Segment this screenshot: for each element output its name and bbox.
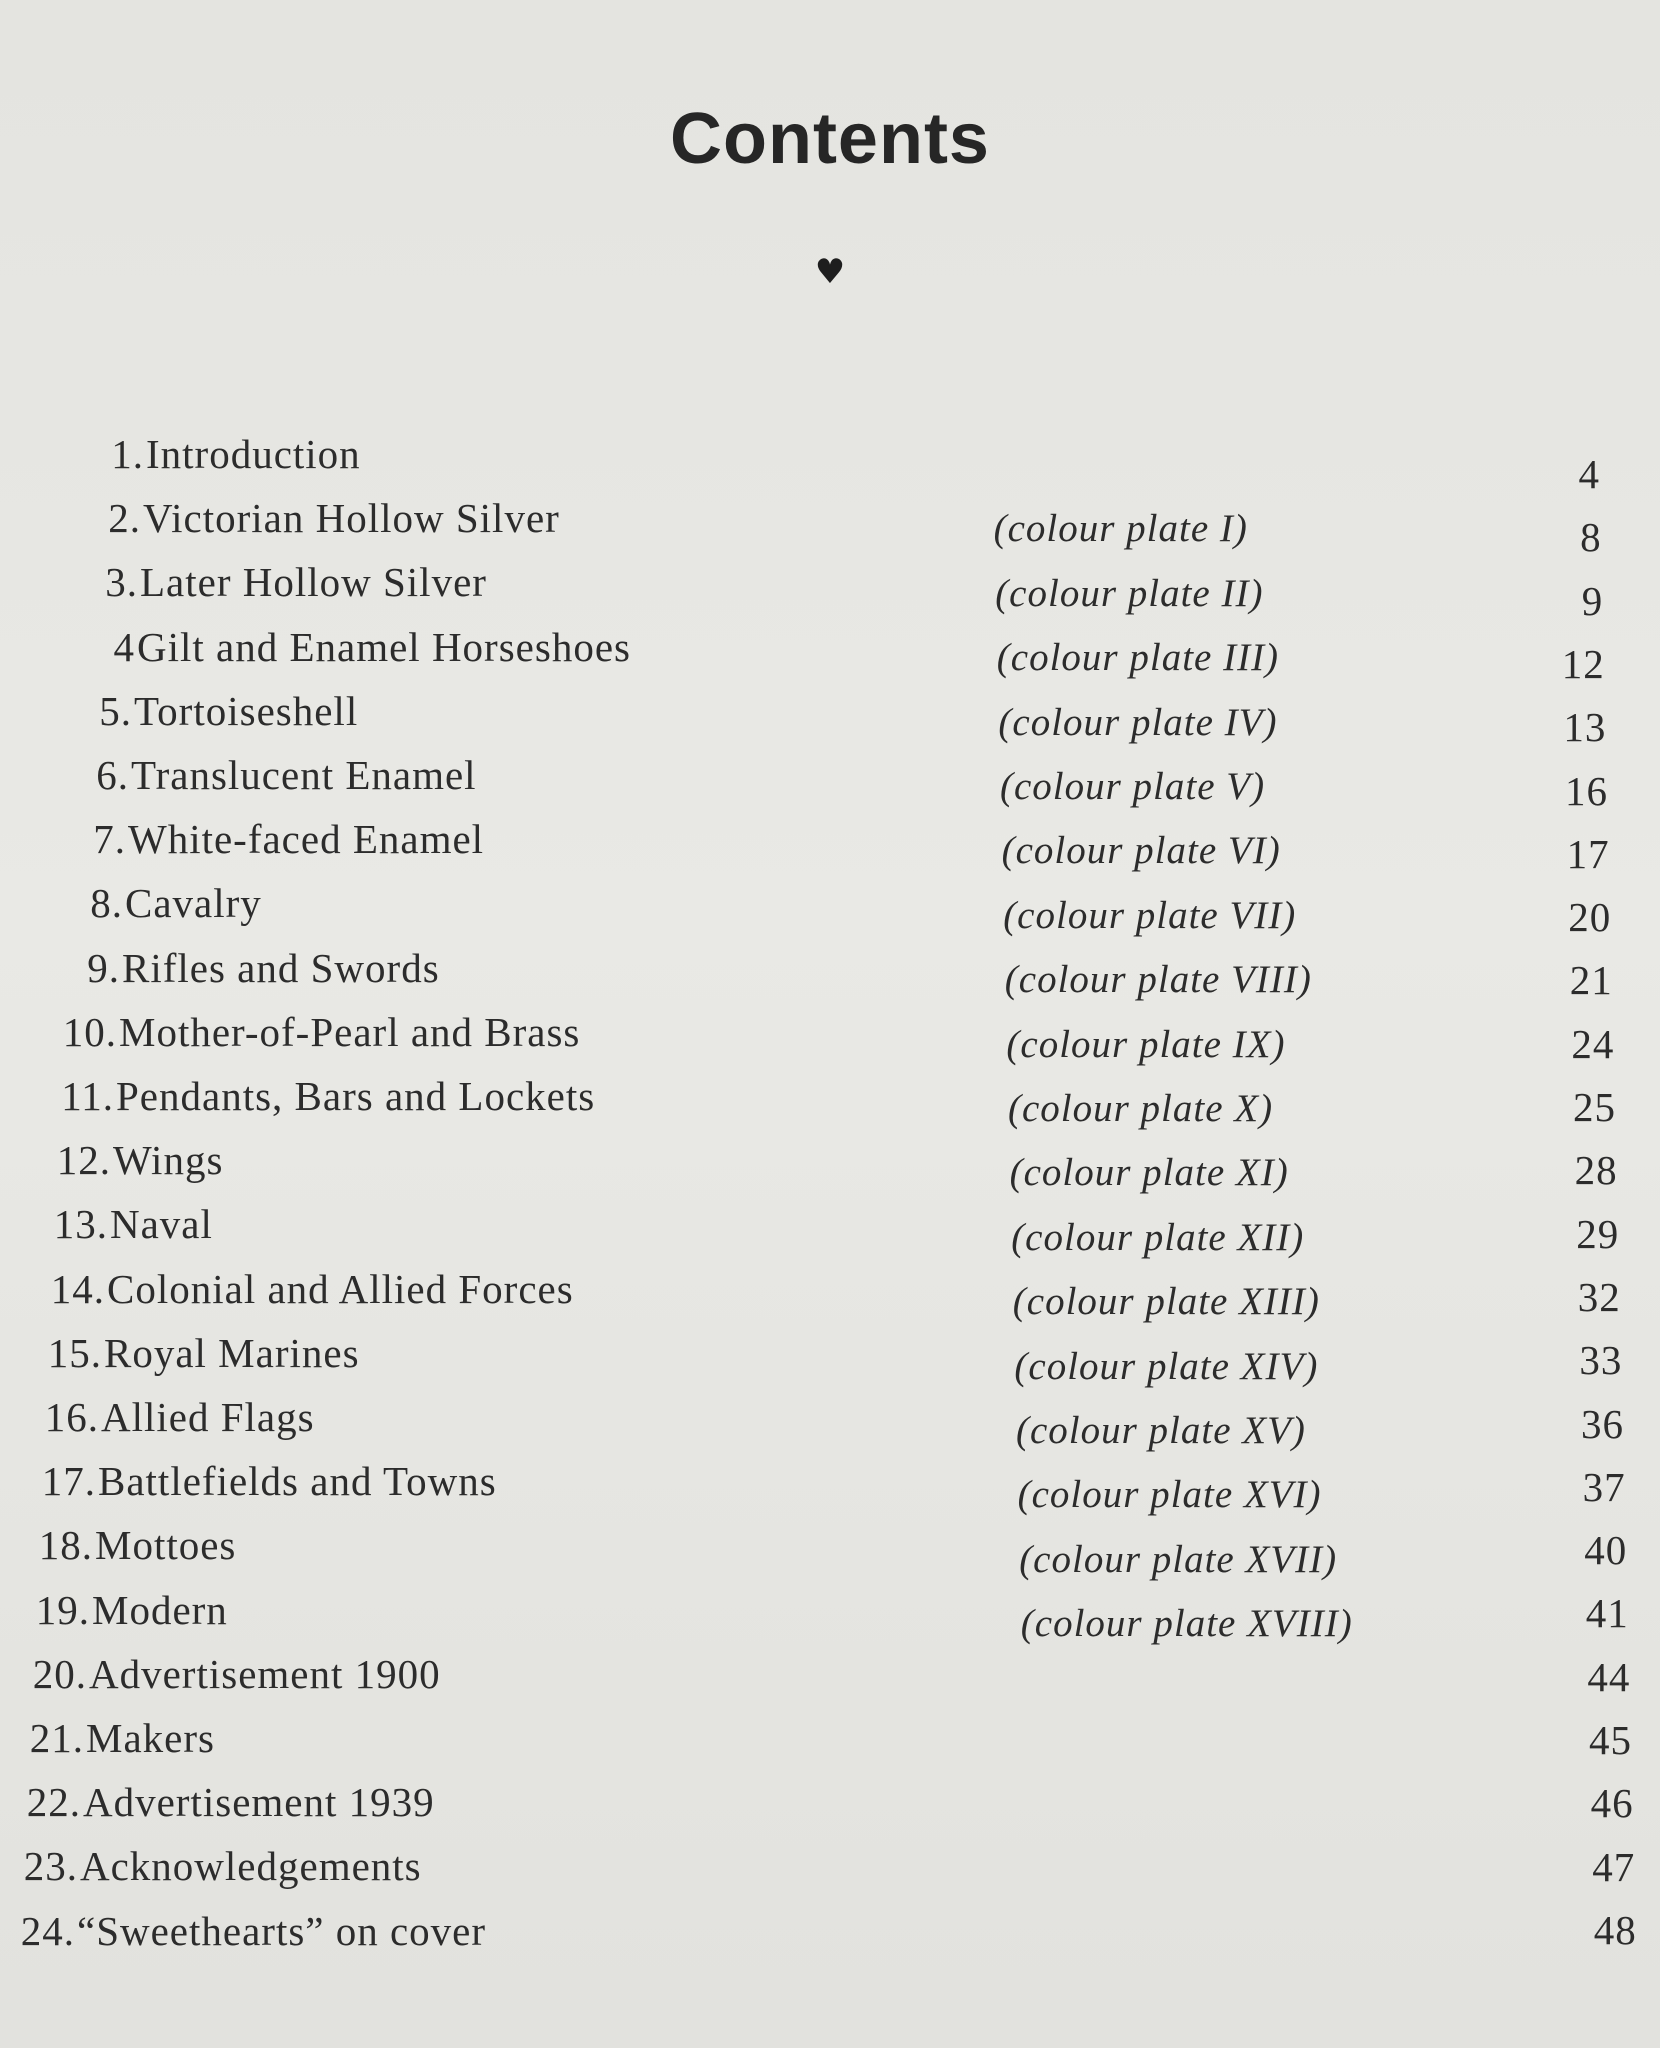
entry-page-number: 9 [1581, 577, 1604, 624]
toc-entry [0, 1200, 1660, 1264]
toc-entry [0, 815, 1660, 879]
entry-colour-plate: (colour plate IX) [1006, 1022, 1286, 1066]
entry-page-number: 29 [1576, 1210, 1620, 1257]
entry-number: 16. [44, 1394, 99, 1440]
contents-list [0, 430, 1660, 1990]
entry-page-number: 36 [1581, 1400, 1624, 1447]
entry-page-number: 24 [1571, 1020, 1615, 1067]
toc-entry [0, 1778, 1660, 1842]
toc-entry [0, 623, 1660, 687]
entry-colour-plate: (colour plate XIV) [1014, 1344, 1319, 1388]
toc-entry [0, 944, 1660, 1008]
entry-number: 24. [20, 1907, 75, 1954]
entry-colour-plate: (colour plate XVI) [1017, 1473, 1322, 1517]
entry-colour-plate: (colour plate XII) [1011, 1215, 1305, 1259]
entry-title: Pendants, Bars and Lockets [116, 1073, 596, 1119]
entry-page-number: 13 [1563, 704, 1607, 751]
entry-number: 6. [96, 752, 129, 798]
entry-number: 21. [29, 1715, 84, 1761]
entry-colour-plate: (colour plate VIII) [1004, 958, 1312, 1002]
entry-colour-plate: (colour plate X) [1008, 1087, 1274, 1130]
entry-title: Wings [113, 1137, 224, 1184]
entry-page-number: 37 [1582, 1463, 1626, 1510]
entry-page-number: 46 [1590, 1780, 1634, 1827]
entry-number: 4 [113, 623, 135, 670]
toc-entry [0, 1393, 1660, 1457]
entry-colour-plate: (colour plate I) [993, 507, 1248, 551]
entry-colour-plate: (colour plate XV) [1016, 1409, 1306, 1452]
entry-title: Battlefields and Towns [98, 1458, 497, 1505]
entry-title: Modern [92, 1586, 228, 1633]
entry-number: 17. [41, 1458, 96, 1505]
toc-entry [0, 1136, 1660, 1200]
toc-entry [0, 1714, 1660, 1778]
entry-page-number: 16 [1565, 767, 1608, 814]
entry-colour-plate: (colour plate V) [1000, 765, 1266, 808]
entry-title: Gilt and Enamel Horseshoes [137, 623, 631, 670]
toc-entry [0, 1842, 1660, 1906]
toc-entry [0, 1329, 1660, 1393]
toc-entry [0, 558, 1660, 622]
entry-page-number: 41 [1585, 1590, 1629, 1637]
entry-page-number: 25 [1573, 1084, 1616, 1130]
entry-colour-plate: (colour plate IV) [998, 700, 1278, 744]
entry-title: Makers [86, 1715, 215, 1761]
entry-title: Translucent Enamel [131, 752, 477, 798]
entry-number: 12. [56, 1137, 111, 1184]
entry-number: 11. [61, 1073, 114, 1119]
entry-number: 1. [111, 431, 144, 477]
toc-entry [0, 494, 1660, 561]
entry-number: 22. [26, 1779, 81, 1826]
page-title: Contents [670, 99, 990, 180]
toc-entry [0, 879, 1660, 943]
entry-colour-plate: (colour plate XVII) [1019, 1537, 1338, 1581]
toc-entry [0, 1265, 1660, 1329]
entry-page-number: 8 [1580, 514, 1602, 561]
toc-entry [0, 1008, 1660, 1072]
entry-page-number: 32 [1577, 1273, 1621, 1320]
entry-title: Advertisement 1939 [83, 1779, 435, 1826]
toc-entry [0, 1650, 1660, 1714]
entry-title: “Sweethearts” on cover [77, 1907, 487, 1954]
entry-title: Cavalry [125, 880, 262, 927]
entry-title: Mother-of-Pearl and Brass [119, 1008, 581, 1055]
entry-title: Advertisement 1900 [89, 1650, 441, 1697]
entry-number: 13. [53, 1201, 108, 1248]
entry-title: White-faced Enamel [128, 816, 485, 863]
heart-ornament-icon: ♥ [814, 252, 846, 292]
entry-number: 19. [35, 1586, 90, 1633]
toc-entry [0, 751, 1660, 815]
entry-page-number: 20 [1568, 894, 1612, 941]
entry-title: Allied Flags [101, 1394, 315, 1440]
entry-title: Introduction [146, 431, 361, 477]
entry-page-number: 28 [1574, 1147, 1618, 1194]
entry-colour-plate: (colour plate XVIII) [1020, 1602, 1353, 1646]
entry-page-number: 48 [1593, 1906, 1637, 1953]
entry-page-number: 4 [1578, 451, 1600, 497]
entry-number: 15. [47, 1329, 102, 1376]
entry-number: 14. [50, 1265, 105, 1312]
entry-title: Acknowledgements [80, 1843, 422, 1890]
entry-colour-plate: (colour plate II) [995, 571, 1264, 615]
entry-number: 8. [90, 880, 123, 927]
entry-number: 23. [23, 1843, 78, 1890]
toc-entry [0, 430, 1660, 497]
entry-colour-plate: (colour plate VII) [1003, 893, 1297, 937]
entry-title: Later Hollow Silver [140, 559, 487, 606]
entry-number: 18. [38, 1522, 93, 1569]
entry-title: Rifles and Swords [122, 944, 440, 991]
entry-title: Naval [110, 1201, 213, 1248]
entry-number: 5. [99, 687, 132, 734]
toc-entry [0, 1521, 1660, 1585]
entry-number: 3. [105, 559, 138, 606]
toc-entry [0, 1907, 1660, 1971]
entry-page-number: 47 [1592, 1843, 1636, 1890]
entry-title: Colonial and Allied Forces [107, 1265, 574, 1312]
toc-entry [0, 1072, 1660, 1136]
entry-page-number: 33 [1579, 1337, 1623, 1384]
entry-colour-plate: (colour plate VI) [1001, 829, 1281, 873]
entry-colour-plate: (colour plate XI) [1009, 1151, 1289, 1195]
entry-title: Victorian Hollow Silver [143, 495, 560, 542]
toc-entry [0, 1586, 1660, 1650]
toc-entry [0, 1457, 1660, 1521]
entry-title: Royal Marines [104, 1329, 360, 1376]
entry-colour-plate: (colour plate XIII) [1012, 1280, 1320, 1324]
entry-page-number: 45 [1589, 1717, 1632, 1763]
entry-number: 10. [62, 1008, 117, 1055]
entry-page-number: 17 [1566, 830, 1610, 877]
entry-colour-plate: (colour plate III) [996, 636, 1280, 680]
entry-number: 7. [93, 816, 126, 863]
entry-number: 2. [108, 495, 141, 542]
entry-page-number: 40 [1584, 1527, 1628, 1574]
entry-title: Tortoiseshell [134, 687, 359, 734]
entry-page-number: 21 [1569, 957, 1613, 1004]
toc-entry [0, 687, 1660, 751]
entry-page-number: 12 [1561, 640, 1605, 687]
entry-number: 20. [32, 1650, 87, 1697]
entry-number: 9. [87, 944, 120, 991]
entry-page-number: 44 [1587, 1653, 1631, 1700]
entry-title: Mottoes [95, 1522, 237, 1569]
